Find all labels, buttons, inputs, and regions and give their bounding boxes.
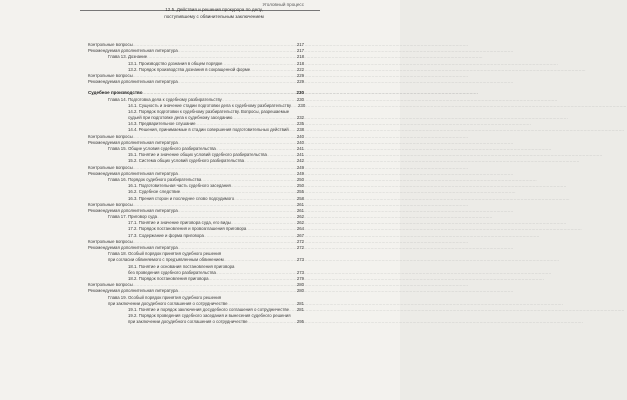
toc-entry-title: Глава 16. Порядок судебного разбирательства [108,176,202,182]
toc-entry-title: 18.2. Порядок постановления приговора [128,275,209,281]
toc-page-number: 280 [296,282,304,288]
toc-leader-dots [248,319,296,325]
toc-entry-title: Рекомендуемая дополнительная литература [88,288,178,294]
toc-leader-dots [224,257,296,263]
toc-entry [88,79,304,85]
toc-page-number: 279 [296,275,304,281]
toc-entry-title: 14.4. Решения, принимаемые в стадии совершения подготовительных действий [128,127,289,133]
toc-entry-title: 17.3. Содержание и форма приговора [128,232,204,238]
running-head: Уголовный процесс [262,2,304,7]
toc-page-number: 241 [296,146,304,151]
toc-entry-title: 16.3. Прения сторон и последнее слово подсудимого [128,195,235,201]
toc-entry-title: Контрольные вопросы [88,164,133,170]
toc-page-number: 255 [296,189,304,195]
toc-entry-title: Глава 15. Общие условия судебного разбирательства [108,146,216,151]
toc-entry-title: Рекомендуемая дополнительная литература [88,48,178,54]
toc-entry-title: Глава 14. Подготовка дела к судебному разбирательству [108,96,222,102]
toc-entry-title: Рекомендуемая дополнительная литература [88,139,178,145]
toc-page-number: 250 [296,183,304,189]
toc-page-number: 262 [296,214,304,220]
toc-entry-title: 17.2. Порядок постановления и провозглашения приговора [128,226,247,232]
toc-entry-title: Контрольные вопросы [88,201,133,207]
toc-entry-title: Контрольные вопросы [88,42,133,47]
toc-entry-title: Глава 17. Приговор суда [108,214,157,220]
toc-entry-title: 13.2. Порядок производства дознания в сокращенной форме [128,66,251,72]
toc-entry-title: Контрольные вопросы [88,282,133,288]
toc-entry-title: Рекомендуемая дополнительная литература [88,79,178,85]
toc-entry-title: 15.1. Понятие и значение общих условий судебного разбирательства [128,152,267,158]
toc-page-number: 235 [296,121,304,127]
toc-page-number: 295 [296,319,304,325]
toc-entry-title: Глава 18. Особый порядок принятия судебного решения [108,251,222,257]
toc-page-number: 232 [296,115,304,121]
toc-page-number: 249 [296,164,304,170]
toc-page-number: 267 [296,232,304,238]
toc-page-number: 230 [298,102,306,108]
toc-page-number: 281 [296,306,304,312]
toc-entry-title: без проведения судебного разбирательства [128,269,216,275]
toc-page-number: 217 [296,48,304,54]
toc-entry-title: 17.1. Понятие и значение приговора суда, его виды [128,220,231,226]
toc-page-number: 273 [296,269,304,275]
section-heading-line2: поступившему с обвинительным заключением [164,14,264,19]
toc-entry-title: 14.3. Предварительное слушание [128,121,196,127]
toc-entry-title: при согласии обвиняемого с предъявленным обвинением [108,257,224,263]
toc-entry-title: 19.2. Порядок проведения судебного заседания и вынесения судебного решения [128,313,291,319]
toc-entry-title: Контрольные вопросы [88,72,133,78]
toc-page-number: 264 [296,226,304,232]
toc-entry-title: 19.1. Понятие и порядок заключения досудебного соглашения о сотрудничестве [128,306,289,312]
toc-entry-title: Контрольные вопросы [88,133,133,139]
toc-page-number: 218 [296,54,304,60]
toc-page-number: 238 [296,127,304,133]
toc-page-number: 261 [296,207,304,213]
toc-entry-title: Рекомендуемая дополнительная литература [88,245,178,250]
toc-entry-title: Глава 19. Особый порядок принятия судебного решения [108,294,222,300]
toc-page-number: 230 [296,90,304,96]
toc-entry-title: 14.1. Сущность и значение стадии подготовки дела к судебному разбирательству [128,102,292,108]
toc-page-number: 272 [296,245,304,250]
toc-entry-title: 14.2. Порядок подготовки к судебному разбирательству. Вопросы, разрешаемые [128,108,290,114]
toc-page-number: 273 [296,257,304,263]
toc-page-number: 249 [296,170,304,176]
toc-page-number: 272 [296,238,304,244]
toc-page-number: 240 [296,133,304,139]
toc-page-number: 280 [296,288,304,294]
toc-entry-title: Рекомендуемая дополнительная литература [88,207,178,213]
toc-page-number: 229 [296,72,304,78]
toc-entry-title: Судебное производство [88,90,143,96]
toc-page-number: 222 [296,66,304,72]
toc-entry-title: судьей при подготовке дела к судебному заседанию [128,115,233,121]
toc-entry-title: 13.1. Производство дознания в общем порядке [128,60,223,66]
toc-page-number: 229 [296,79,304,85]
toc-page-number: 242 [296,158,304,164]
toc-page-number: 262 [296,220,304,226]
toc-entry-title: Рекомендуемая дополнительная литература [88,170,178,176]
toc-entry-title: при заключении досудебного соглашения о сотрудничестве [128,319,248,325]
toc-page-number: 218 [296,60,304,66]
toc-page-number: 230 [296,96,304,102]
section-heading-line1: 12.5. Действия и решения прокурора по делу, [165,7,263,12]
toc-leader-dots [178,79,296,85]
toc-page-number: 217 [296,42,304,47]
toc-entry-title: Глава 13. Дознание [108,54,148,60]
toc-page-number: 261 [296,201,304,207]
toc-page-number: 241 [296,152,304,158]
table-of-contents [88,42,304,325]
section-heading [118,6,310,20]
toc-entry-title: 16.2. Судебное следствие [128,189,181,195]
toc-page-number: 258 [296,195,304,201]
toc-entry-title: 18.1. Понятие и основания постановления приговора [128,263,235,269]
toc-entry-title: Контрольные вопросы [88,238,133,244]
toc-entry-title: при заключении досудебного соглашения о сотрудничестве [108,300,228,306]
toc-page-number: 250 [296,176,304,182]
toc-page-number: 240 [296,139,304,145]
toc-entry-title: 16.1. Подготовительная часть судебного заседания [128,183,231,189]
toc-entry [88,319,304,325]
toc-page-number: 281 [296,300,304,306]
toc-entry-title: 15.2. Система общих условий судебного разбирательства [128,158,244,164]
